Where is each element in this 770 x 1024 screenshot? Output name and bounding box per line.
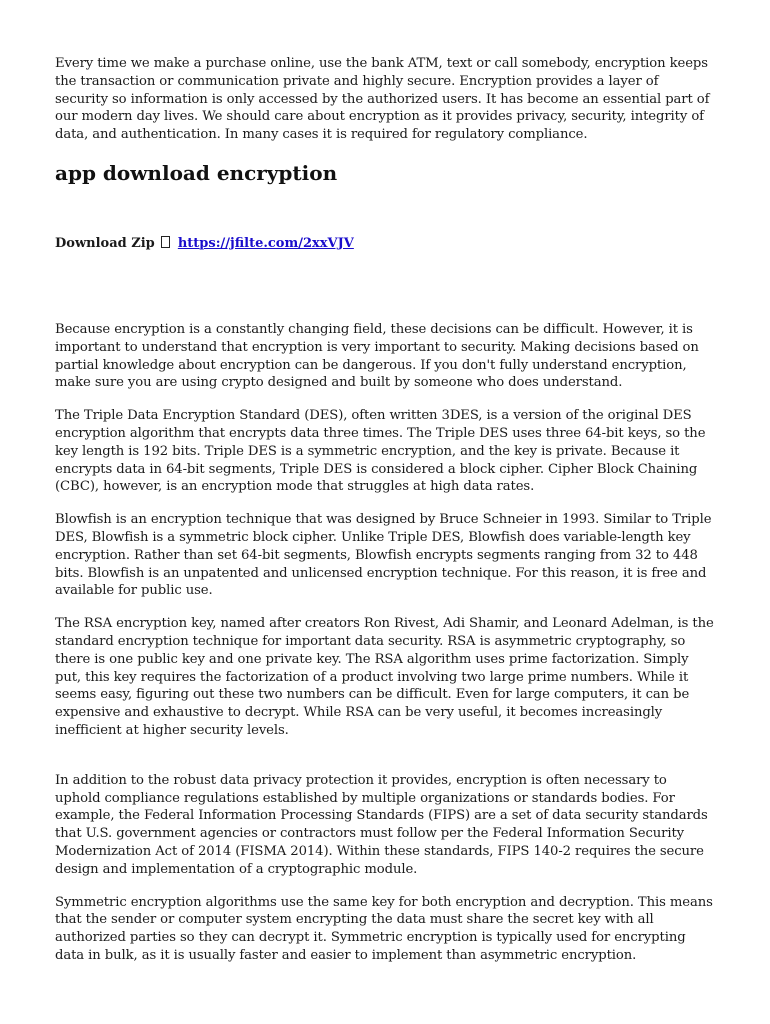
body-paragraph: Symmetric encryption algorithms use the same key for both encryption and decryption. This means that the sender or computer system encrypting the data must share the secret key with all authorized parties so they can decrypt it. Symmetric encryption is typically used for encrypting data in bulk, as it is usually faster and easier to implement than asymmetric encryption. bbox=[55, 894, 713, 963]
document-page bbox=[55, 55, 715, 965]
body-paragraph: The Triple Data Encryption Standard (DES), often written 3DES, is a version of the original DES encryption algorithm that encrypts data three times. The Triple DES uses three 64-bit keys, so the key length is 192 bits. Triple DES is a symmetric encryption, and the key is private. Because it encrypts data in 64-bit segments, Triple DES is considered a block cipher. Cipher Block Chaining (CBC), however, is an encryption mode that struggles at high data rates. bbox=[55, 408, 706, 495]
download-label: Download Zip bbox=[55, 235, 155, 251]
unknown-glyph-icon bbox=[161, 236, 170, 248]
body-paragraph: Blowfish is an encryption technique that was designed by Bruce Schneier in 1993. Similar to Triple DES, Blowfish is a symmetric block cipher. Unlike Triple DES, Blowfish does variable-length key encryption. Rather than set 64-bit segments, Blowfish encrypts segments ranging from 32 to 448 bits. Blowfish is an unpatented and unlicensed encryption technique. For this reason, it is free and available for public use. bbox=[55, 512, 712, 599]
intro-paragraph: Every time we make a purchase online, use the bank ATM, text or call somebody, encryption keeps the transaction or communication private and highly secure. Encryption provides a layer of security so information is only accessed by the authorized users. It has become an essential part of our modern day lives. We should care about encryption as it provides privacy, security, integrity of data, and authentication. In many cases it is required for regulatory compliance. bbox=[55, 56, 710, 143]
page-title: app download encryption bbox=[55, 160, 338, 185]
body-paragraph: The RSA encryption key, named after creators Ron Rivest, Adi Shamir, and Leonard Adelman, is the standard encryption technique for important data security. RSA is asymmetric cryptography, so there is one public key and one private key. The RSA algorithm uses prime factorization. Simply put, this key requires the factorization of a product involving two large prime numbers. While it seems easy, figuring out these two numbers can be difficult. Even for large computers, it can be expensive and exhaustive to decrypt. While RSA can be very useful, it becomes increasingly inefficient at higher security levels. bbox=[55, 616, 714, 738]
body-paragraph: Because encryption is a constantly changing field, these decisions can be difficult. However, it is important to understand that encryption is very important to security. Making decisions based on partial knowledge about encryption can be dangerous. If you don't fully understand encryption, make sure you are using crypto designed and built by someone who does understand. bbox=[55, 321, 699, 391]
body-paragraph: In addition to the robust data privacy protection it provides, encryption is often necessary to uphold compliance regulations established by multiple organizations or standards bodies. For example, the Federal Information Processing Standards (FIPS) are a set of data security standards that U.S. government agencies or contractors must follow per the Federal Information Security Modernization Act of 2014 (FISMA 2014). Within these standards, FIPS 140-2 requires the secure design and implementation of a cryptographic module. bbox=[55, 772, 708, 877]
download-link[interactable]: https://jfilte.com/2xxVJV bbox=[177, 235, 354, 251]
download-line bbox=[55, 235, 715, 253]
